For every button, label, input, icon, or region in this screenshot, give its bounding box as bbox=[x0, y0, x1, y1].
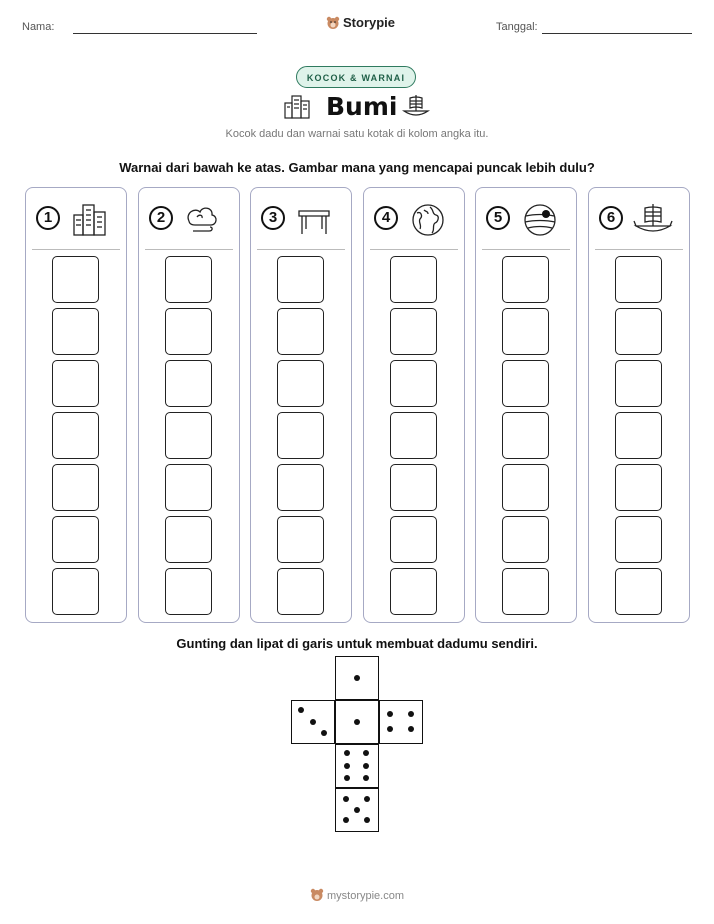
dice-pip bbox=[387, 726, 393, 732]
column-5 bbox=[475, 187, 577, 623]
column-divider bbox=[145, 249, 233, 250]
column-divider bbox=[32, 249, 120, 250]
dice-pip bbox=[344, 750, 350, 756]
column-divider bbox=[370, 249, 458, 250]
bear-icon bbox=[326, 16, 340, 30]
color-box[interactable] bbox=[390, 412, 437, 459]
color-box[interactable] bbox=[615, 308, 662, 355]
column-number: 4 bbox=[374, 206, 398, 230]
ship-icon bbox=[633, 201, 673, 237]
dice-pip bbox=[363, 750, 369, 756]
color-box[interactable] bbox=[165, 516, 212, 563]
color-box[interactable] bbox=[277, 516, 324, 563]
color-box[interactable] bbox=[52, 360, 99, 407]
planet-icon bbox=[520, 201, 560, 237]
dice-pip bbox=[364, 817, 370, 823]
color-box[interactable] bbox=[52, 256, 99, 303]
color-box[interactable] bbox=[165, 256, 212, 303]
color-box[interactable] bbox=[165, 412, 212, 459]
column-number: 1 bbox=[36, 206, 60, 230]
color-box[interactable] bbox=[390, 568, 437, 615]
dice-pip bbox=[408, 711, 414, 717]
color-box[interactable] bbox=[502, 464, 549, 511]
color-box[interactable] bbox=[390, 308, 437, 355]
dice-pip bbox=[354, 675, 360, 681]
column-2 bbox=[138, 187, 240, 623]
color-box[interactable] bbox=[165, 360, 212, 407]
column-divider bbox=[257, 249, 345, 250]
dice-pip bbox=[354, 807, 360, 813]
dice-face-6 bbox=[335, 744, 379, 788]
dice-pip bbox=[387, 711, 393, 717]
color-box[interactable] bbox=[615, 412, 662, 459]
buildings-icon bbox=[70, 201, 110, 237]
dice-face-3 bbox=[291, 700, 335, 744]
color-box[interactable] bbox=[52, 516, 99, 563]
color-box[interactable] bbox=[165, 464, 212, 511]
color-box[interactable] bbox=[52, 464, 99, 511]
color-box[interactable] bbox=[52, 568, 99, 615]
column-number: 3 bbox=[261, 206, 285, 230]
column-1 bbox=[25, 187, 127, 623]
dice-pip bbox=[298, 707, 304, 713]
column-3 bbox=[250, 187, 352, 623]
buildings-icon bbox=[283, 93, 311, 119]
color-box[interactable] bbox=[615, 516, 662, 563]
color-box[interactable] bbox=[615, 464, 662, 511]
activity-badge: KOCOK & WARNAI bbox=[296, 66, 416, 88]
color-box[interactable] bbox=[502, 412, 549, 459]
dice-pip bbox=[363, 763, 369, 769]
ship-icon bbox=[401, 93, 431, 119]
wind-icon bbox=[183, 201, 223, 237]
dice-pip bbox=[363, 775, 369, 781]
column-number: 6 bbox=[599, 206, 623, 230]
dice-instruction: Gunting dan lipat di garis untuk membuat dadumu sendiri. bbox=[176, 636, 538, 651]
brand-logo bbox=[326, 15, 395, 30]
color-box[interactable] bbox=[615, 360, 662, 407]
dice-pip bbox=[364, 796, 370, 802]
color-box[interactable] bbox=[615, 256, 662, 303]
color-box[interactable] bbox=[277, 464, 324, 511]
color-box[interactable] bbox=[502, 308, 549, 355]
column-divider bbox=[595, 249, 683, 250]
dice-face-1 bbox=[335, 656, 379, 700]
color-box[interactable] bbox=[390, 516, 437, 563]
date-line[interactable] bbox=[542, 33, 692, 34]
color-box[interactable] bbox=[390, 360, 437, 407]
color-box[interactable] bbox=[165, 568, 212, 615]
dice-face-5 bbox=[335, 788, 379, 832]
dice-pip bbox=[343, 796, 349, 802]
column-divider bbox=[482, 249, 570, 250]
color-box[interactable] bbox=[277, 568, 324, 615]
dice-pip bbox=[343, 817, 349, 823]
dice-face-4 bbox=[379, 700, 423, 744]
dice-pip bbox=[354, 719, 360, 725]
color-box[interactable] bbox=[165, 308, 212, 355]
dice-pip bbox=[344, 763, 350, 769]
page-subtitle: Kocok dadu dan warnai satu kotak di kolom angka itu. bbox=[225, 128, 489, 140]
color-box[interactable] bbox=[277, 308, 324, 355]
color-box[interactable] bbox=[502, 360, 549, 407]
bear-icon bbox=[310, 888, 324, 902]
dice-face-1 bbox=[335, 700, 379, 744]
color-box[interactable] bbox=[615, 568, 662, 615]
dice-pip bbox=[408, 726, 414, 732]
color-box[interactable] bbox=[277, 256, 324, 303]
color-box[interactable] bbox=[502, 568, 549, 615]
color-box[interactable] bbox=[390, 256, 437, 303]
color-box[interactable] bbox=[277, 412, 324, 459]
column-number: 2 bbox=[149, 206, 173, 230]
color-box[interactable] bbox=[502, 516, 549, 563]
color-box[interactable] bbox=[390, 464, 437, 511]
table-icon bbox=[295, 201, 335, 237]
color-box[interactable] bbox=[502, 256, 549, 303]
name-line[interactable] bbox=[73, 33, 257, 34]
date-label: Tanggal: bbox=[496, 21, 538, 33]
globe-icon bbox=[408, 201, 448, 237]
dice-pip bbox=[310, 719, 316, 725]
dice-pip bbox=[321, 730, 327, 736]
column-number: 5 bbox=[486, 206, 510, 230]
color-box[interactable] bbox=[52, 412, 99, 459]
coloring-instruction: Warnai dari bawah ke atas. Gambar mana yang mencapai puncak lebih dulu? bbox=[119, 160, 595, 175]
column-6 bbox=[588, 187, 690, 623]
brand-name: Storypie bbox=[343, 15, 396, 30]
footer-url: mystorypie.com bbox=[326, 890, 405, 902]
color-box[interactable] bbox=[52, 308, 99, 355]
column-4 bbox=[363, 187, 465, 623]
name-label: Nama: bbox=[22, 21, 55, 33]
footer bbox=[0, 888, 714, 902]
color-box[interactable] bbox=[277, 360, 324, 407]
page-title: Bumi bbox=[326, 92, 398, 121]
dice-pip bbox=[344, 775, 350, 781]
